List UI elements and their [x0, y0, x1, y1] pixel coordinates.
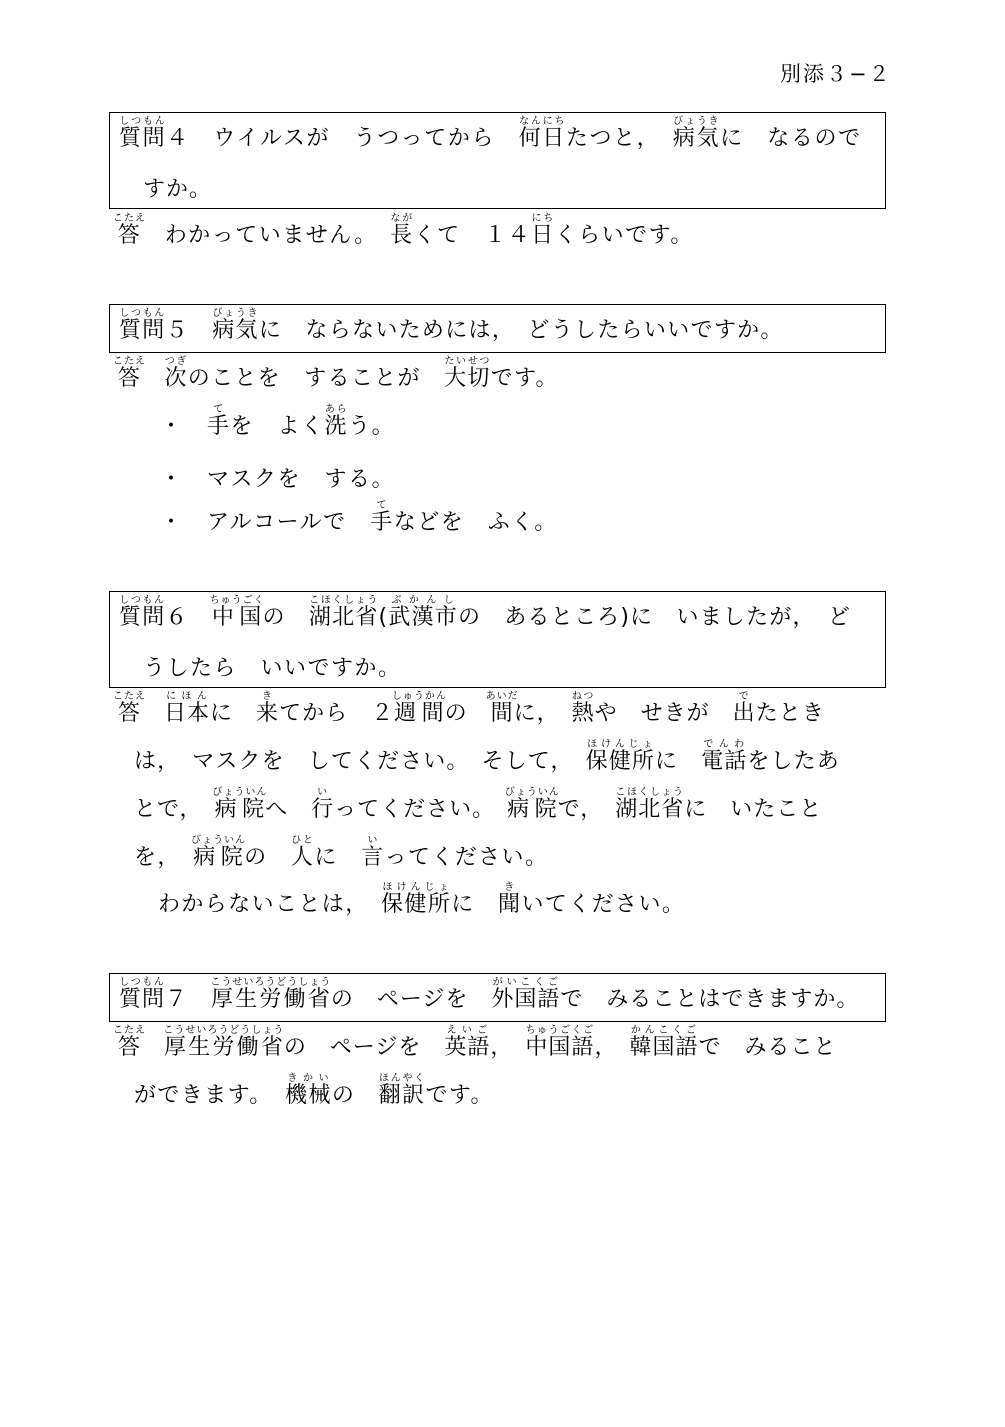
furigana-reading: しつもん — [119, 595, 166, 606]
furigana-base: 人 — [290, 845, 315, 870]
furigana-word — [119, 116, 167, 151]
text-segment: の — [244, 845, 291, 870]
furigana-base: 答 — [113, 701, 146, 726]
furigana-reading: びょういん — [504, 787, 560, 798]
furigana-word — [381, 882, 452, 917]
furigana-base: 質問 — [119, 605, 166, 630]
furigana-word — [531, 213, 555, 248]
furigana-base: 武漢市 — [388, 605, 458, 630]
furigana-reading: かんこくご — [629, 1025, 699, 1036]
text-segment: う。 — [348, 414, 396, 439]
text-segment: です。 — [425, 1083, 494, 1108]
furigana-base: 質問 — [119, 987, 166, 1012]
question-6-line-1 — [119, 595, 851, 632]
text-segment: ， — [594, 1035, 630, 1060]
furigana-word — [444, 1025, 491, 1060]
furigana-word — [113, 691, 146, 726]
furigana-reading: ちゅうごく — [209, 595, 265, 606]
furigana-base: 韓国語 — [629, 1035, 699, 1060]
text-segment: に いたこと — [684, 797, 823, 822]
furigana-reading: しつもん — [119, 308, 166, 319]
furigana-word — [361, 835, 385, 870]
furigana-word — [518, 116, 566, 151]
furigana-base: 病院 — [212, 797, 268, 822]
furigana-base: 病院 — [504, 797, 560, 822]
furigana-reading: しつもん — [119, 116, 167, 127]
furigana-base: 機械 — [285, 1083, 332, 1108]
furigana-base: 中国 — [209, 605, 265, 630]
furigana-base: 答 — [113, 366, 146, 391]
question-4-line-2 — [143, 176, 212, 204]
text-segment: は， マスクを してください。 そして， — [134, 749, 586, 774]
furigana-reading: がいこくご — [491, 977, 561, 988]
question-6-line-2 — [143, 655, 402, 683]
text-segment: ができます。 — [134, 1083, 286, 1108]
furigana-reading: たいせつ — [444, 356, 491, 367]
furigana-reading: こほくしょう — [308, 595, 379, 606]
furigana-reading: ねつ — [571, 691, 595, 702]
text-segment: で みることはできますか。 — [560, 987, 860, 1012]
answer-6-line-2 — [134, 739, 840, 776]
text-segment: に — [451, 892, 499, 917]
text-segment: ４ ウイルスが うつってから — [166, 126, 519, 151]
furigana-word — [163, 1025, 285, 1060]
text-segment: てから ２ — [279, 701, 395, 726]
furigana-reading: ひと — [290, 835, 315, 846]
furigana-base: 厚生労働省 — [163, 1035, 285, 1060]
text-segment: わからないことは， — [158, 892, 382, 917]
furigana-word — [585, 739, 655, 774]
furigana-base: 翻訳 — [378, 1083, 426, 1108]
furigana-word — [191, 835, 247, 870]
text-segment: の ページを — [283, 1035, 445, 1060]
furigana-base: 中国語 — [525, 1035, 595, 1060]
furigana-word — [615, 787, 685, 822]
furigana-word — [212, 308, 259, 343]
furigana-reading: い — [311, 787, 335, 798]
text-segment: で みること — [698, 1035, 837, 1060]
text-segment: の — [331, 1083, 379, 1108]
text-segment: へ — [265, 797, 312, 822]
text-segment: のことを することが — [187, 366, 445, 391]
answer-7-line-2 — [134, 1073, 494, 1110]
furigana-word — [388, 595, 458, 630]
furigana-reading: びょういん — [212, 787, 268, 798]
annex-label: 別添３−２ — [780, 62, 892, 86]
furigana-word — [164, 356, 188, 391]
furigana-base: 電話 — [701, 749, 748, 774]
answer-5-bullet-2 — [160, 466, 395, 494]
furigana-base: 出 — [732, 701, 756, 726]
answer-6-line-1 — [113, 691, 825, 728]
furigana-reading: こうせいろうどうしょう — [210, 977, 332, 988]
question-4-line-1 — [119, 116, 862, 153]
text-segment: とで， — [134, 797, 215, 822]
furigana-word — [491, 977, 561, 1012]
text-segment — [141, 701, 164, 726]
answer-5-bullet-1 — [160, 404, 395, 441]
furigana-word — [119, 595, 166, 630]
text-segment: ６ — [165, 605, 212, 630]
furigana-reading: なが — [390, 213, 414, 224]
answer-6-line-4 — [134, 835, 548, 872]
question-7-line-1 — [119, 977, 859, 1014]
furigana-word — [209, 595, 265, 630]
answer-4-line-1 — [113, 213, 694, 250]
furigana-base: 病気 — [212, 318, 259, 343]
furigana-base: 日本 — [164, 701, 211, 726]
text-segment: くらいです。 — [554, 223, 694, 248]
text-segment: などを ふく。 — [393, 510, 558, 535]
furigana-reading: こうせいろうどうしょう — [163, 1025, 285, 1036]
text-segment: に なるので — [720, 126, 862, 151]
furigana-reading: こほくしょう — [615, 787, 685, 798]
furigana-word — [391, 691, 447, 726]
furigana-word — [290, 835, 315, 870]
furigana-reading: ほんやく — [378, 1073, 426, 1084]
furigana-word — [119, 977, 166, 1012]
furigana-reading: びょうき — [672, 116, 721, 127]
furigana-base: 洗 — [324, 414, 349, 439]
text-segment: ・ マスクを する。 — [160, 467, 396, 492]
text-segment: ５ — [165, 318, 213, 343]
text-segment: たつと， — [565, 126, 673, 151]
furigana-base: 英語 — [444, 1035, 491, 1060]
text-segment: に ならないためには， どうしたらいいですか。 — [258, 318, 784, 343]
furigana-reading: こたえ — [113, 1025, 146, 1036]
furigana-word — [732, 691, 756, 726]
furigana-base: 保健所 — [381, 892, 452, 917]
furigana-word — [210, 977, 332, 1012]
text-segment: ってください。 — [334, 797, 508, 822]
furigana-base: 湖北省 — [615, 797, 685, 822]
furigana-reading: びょうき — [212, 308, 259, 319]
furigana-word — [672, 116, 721, 151]
furigana-base: 外国語 — [491, 987, 561, 1012]
furigana-word — [571, 691, 595, 726]
text-segment: ， — [490, 1035, 526, 1060]
furigana-word — [256, 691, 280, 726]
text-segment: や せきが — [594, 701, 733, 726]
furigana-reading: ちゅうごくご — [525, 1025, 595, 1036]
text-segment: に — [210, 701, 257, 726]
furigana-reading: でんわ — [701, 739, 748, 750]
furigana-word — [113, 213, 146, 248]
text-segment: ( — [378, 605, 389, 630]
question-5-line-1 — [119, 308, 784, 345]
text-segment: わかっていません。 — [141, 223, 391, 248]
furigana-word — [308, 595, 379, 630]
text-segment: で， — [557, 797, 616, 822]
furigana-reading: こたえ — [113, 356, 146, 367]
furigana-reading: で — [732, 691, 756, 702]
text-segment — [141, 1035, 164, 1060]
furigana-reading: びょういん — [191, 835, 247, 846]
furigana-reading: きかい — [285, 1073, 332, 1084]
answer-7-line-1 — [113, 1025, 837, 1062]
furigana-base: 保健所 — [585, 749, 655, 774]
answer-6-line-3 — [134, 787, 822, 824]
furigana-base: 聞 — [498, 892, 522, 917]
text-segment: うしたら いいですか。 — [143, 656, 402, 681]
furigana-base: 行 — [311, 797, 335, 822]
furigana-word — [370, 500, 394, 535]
furigana-reading: き — [256, 691, 280, 702]
furigana-word — [444, 356, 491, 391]
furigana-reading: つぎ — [164, 356, 188, 367]
furigana-word — [212, 787, 268, 822]
furigana-base: 長 — [390, 223, 414, 248]
furigana-base: 質問 — [119, 126, 167, 151]
text-segment: すか。 — [143, 177, 213, 202]
furigana-reading: き — [498, 882, 522, 893]
furigana-base: 病気 — [672, 126, 721, 151]
furigana-base: 答 — [113, 223, 146, 248]
text-segment: ７ — [165, 987, 212, 1012]
furigana-base: 湖北省 — [308, 605, 379, 630]
text-segment: いてください。 — [521, 892, 686, 917]
furigana-reading: あら — [324, 404, 349, 415]
furigana-reading: なんにち — [518, 116, 566, 127]
furigana-base: 病院 — [191, 845, 247, 870]
furigana-base: 質問 — [119, 318, 166, 343]
furigana-base: 言 — [361, 845, 385, 870]
furigana-base: 熱 — [571, 701, 595, 726]
furigana-base: 手 — [370, 510, 394, 535]
answer-5-bullet-3 — [160, 500, 558, 537]
text-segment: の — [262, 605, 309, 630]
furigana-word — [285, 1073, 332, 1108]
furigana-reading: あいだ — [485, 691, 519, 702]
furigana-word — [485, 691, 519, 726]
furigana-reading: い — [361, 835, 385, 846]
furigana-reading: えいご — [444, 1025, 491, 1036]
furigana-base: 大切 — [444, 366, 491, 391]
furigana-base: 来 — [256, 701, 280, 726]
answer-6-line-5 — [158, 882, 685, 919]
furigana-word — [324, 404, 349, 439]
furigana-word — [498, 882, 522, 917]
furigana-base: 何日 — [518, 126, 566, 151]
text-segment: を， — [134, 845, 194, 870]
furigana-reading: こたえ — [113, 213, 146, 224]
text-segment: の ページを — [330, 987, 492, 1012]
text-segment: です。 — [490, 366, 559, 391]
furigana-word — [119, 308, 166, 343]
furigana-base: 日 — [531, 223, 555, 248]
furigana-reading: ほけんじょ — [381, 882, 452, 893]
furigana-word — [113, 1025, 146, 1060]
text-segment: に — [654, 749, 702, 774]
furigana-word — [629, 1025, 699, 1060]
text-segment: に — [314, 845, 362, 870]
furigana-word — [311, 787, 335, 822]
text-segment: を よく — [230, 414, 325, 439]
furigana-reading: て — [370, 500, 394, 511]
text-segment: の あるところ)に いましたが， ど — [457, 605, 852, 630]
answer-5-line-1 — [113, 356, 559, 393]
furigana-base: 間 — [485, 701, 519, 726]
text-segment: くて １４ — [413, 223, 532, 248]
furigana-base: 答 — [113, 1035, 146, 1060]
text-segment: たとき — [755, 701, 825, 726]
furigana-reading: こたえ — [113, 691, 146, 702]
furigana-base: 週間 — [391, 701, 447, 726]
text-segment: ってください。 — [384, 845, 549, 870]
furigana-word — [390, 213, 414, 248]
furigana-reading: にほん — [164, 691, 211, 702]
text-segment: ・ アルコールで — [160, 510, 371, 535]
furigana-reading: ほけんじょ — [585, 739, 655, 750]
furigana-reading: て — [207, 404, 231, 415]
furigana-reading: ぶかんし — [388, 595, 458, 606]
furigana-word — [701, 739, 748, 774]
furigana-word — [164, 691, 211, 726]
furigana-reading: にち — [531, 213, 555, 224]
text-segment — [141, 366, 164, 391]
text-segment: に， — [513, 701, 572, 726]
furigana-reading: しゅうかん — [391, 691, 447, 702]
furigana-base: 厚生労働省 — [210, 987, 332, 1012]
text-segment: の — [444, 701, 491, 726]
furigana-reading: しつもん — [119, 977, 166, 988]
text-segment: ・ — [160, 414, 208, 439]
furigana-word — [207, 404, 231, 439]
furigana-base: 手 — [207, 414, 231, 439]
furigana-base: 次 — [164, 366, 188, 391]
furigana-word — [378, 1073, 426, 1108]
furigana-word — [525, 1025, 595, 1060]
text-segment: をしたあ — [747, 749, 840, 774]
furigana-word — [113, 356, 146, 391]
furigana-word — [504, 787, 560, 822]
